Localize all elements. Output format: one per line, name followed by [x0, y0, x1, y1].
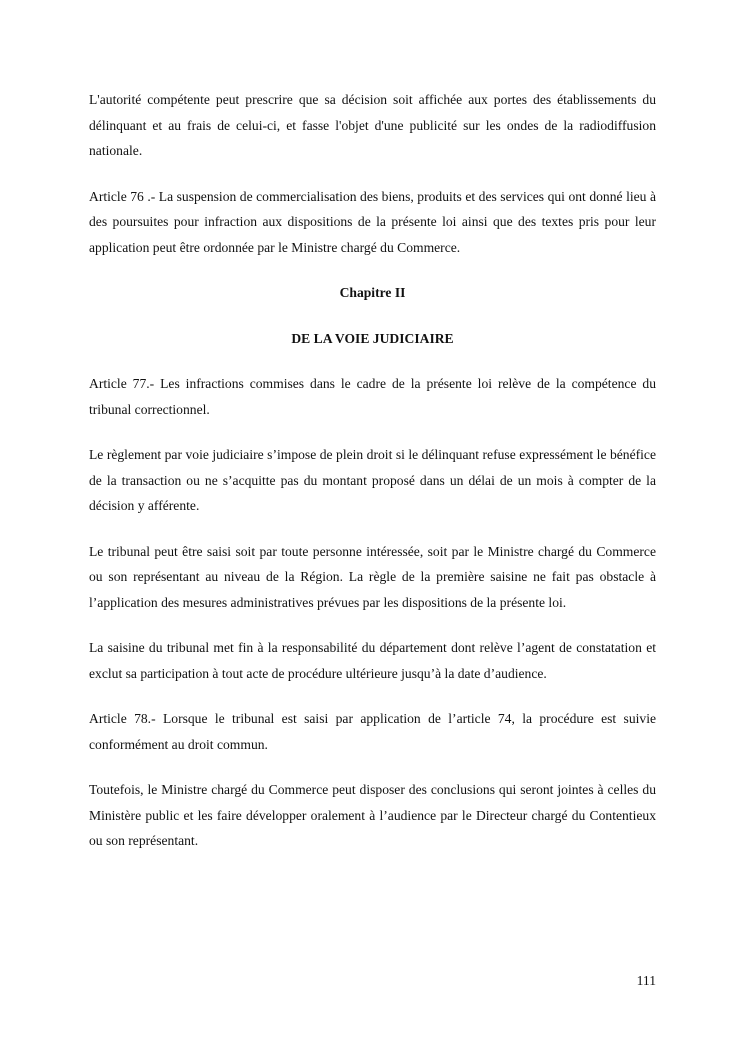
chapter-title: Chapitre II: [339, 285, 406, 300]
page-number: 111: [636, 973, 656, 988]
paragraph-publicite: L'autorité compétente peut prescrire que sa décision soit affichée aux portes des établissements du délinquant et au frais de celui-ci, et fasse l'objet d'une publicité sur les ondes de la radiodiffusion nationale.: [89, 92, 656, 158]
paragraph-article-78: Article 78.- Lorsque le tribunal est saisi par application de l’article 74, la procédure est suivie conformément au droit commun.: [89, 711, 656, 752]
page-body: [89, 87, 656, 874]
paragraph-conclusions-ministre: Toutefois, le Ministre chargé du Commerce peut disposer des conclusions qui seront jointes à celles du Ministère public et les faire développer oralement à l’audience par le Directeur chargé du Contentieux ou son représentant.: [89, 782, 656, 848]
chapter-subtitle: DE LA VOIE JUDICIAIRE: [291, 330, 454, 346]
paragraph-article-77: Article 77.- Les infractions commises dans le cadre de la présente loi relève de la compétence du tribunal correctionnel.: [89, 376, 656, 417]
paragraph-reglement-judiciaire: Le règlement par voie judiciaire s’impose de plein droit si le délinquant refuse expressément le bénéfice de la transaction ou ne s’acquitte pas du montant proposé dans un délai de un mois à compter de la décision y afférente.: [89, 447, 656, 513]
paragraph-saisine-tribunal: Le tribunal peut être saisi soit par toute personne intéressée, soit par le Ministre chargé du Commerce ou son représentant au niveau de la Région. La règle de la première saisine ne fait pas obstacle à l’application des mesures administratives prévues par les dispositions de la présente loi.: [89, 543, 656, 610]
paragraph-article-76: Article 76 .- La suspension de commercialisation des biens, produits et des services qui ont donné lieu à des poursuites pour infraction aux dispositions de la présente loi ainsi que des textes pris pour leur application peut être ordonnée par le Ministre chargé du Commerce.: [89, 188, 656, 255]
paragraph-fin-responsabilite: La saisine du tribunal met fin à la responsabilité du département dont relève l’agent de constatation et exclut sa participation à tout acte de procédure ultérieure jusqu’à la date d’audience.: [89, 640, 656, 681]
